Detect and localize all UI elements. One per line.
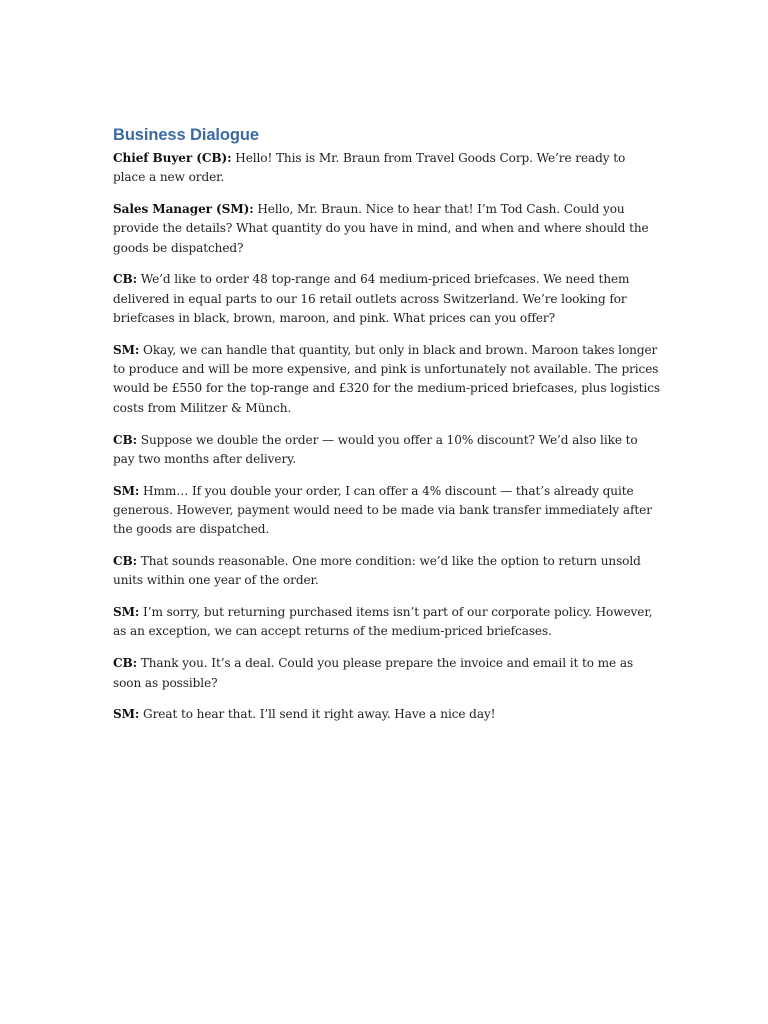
- speaker-label: CB:: [113, 554, 138, 569]
- dialogue-paragraph-cb-2: [113, 270, 661, 328]
- dialogue-text: Great to hear that. I’ll send it right away. Have a nice day!: [139, 707, 496, 722]
- dialogue-paragraph-sm-5: [113, 705, 661, 724]
- dialogue-text: Hello! This is Mr. Braun from Travel Goods Corp. We’re ready to place a new order.: [113, 151, 626, 185]
- dialogue-paragraph-cb-5: [113, 654, 661, 693]
- speaker-label: CB:: [113, 272, 138, 287]
- speaker-label: SM:: [113, 707, 140, 722]
- speaker-label: CB:: [113, 432, 138, 447]
- dialogue-text: Hello, Mr. Braun. Nice to hear that! I’m Tod Cash. Could you provide the details? What quantity do you have in mind, and when and where should the goods be dispatched?: [113, 202, 649, 255]
- document-body: [113, 124, 661, 737]
- speaker-label: SM:: [113, 605, 140, 620]
- speaker-label: Chief Buyer (CB):: [113, 151, 232, 165]
- dialogue-paragraph-cb-3: [113, 431, 661, 470]
- dialogue-paragraph-sm-4: [113, 603, 661, 642]
- dialogue-paragraph-cb-4: [113, 552, 661, 591]
- dialogue-text: That sounds reasonable. One more condition: we’d like the option to return unsold units within one year of the order.: [113, 554, 641, 588]
- dialogue-text: Thank you. It’s a deal. Could you please prepare the invoice and email it to me as soon as possible?: [113, 656, 634, 690]
- dialogue-text: I’m sorry, but returning purchased items isn’t part of our corporate policy. However, as an exception, we can accept returns of the medium-priced briefcases.: [113, 605, 653, 639]
- document-title: Business Dialogue: [113, 126, 259, 144]
- dialogue-text: We’d like to order 48 top-range and 64 medium-priced briefcases. We need them delivered in equal parts to our 16 retail outlets across Switzerland. We’re looking for briefcases in black, brown, maroon, and pink. What prices can you offer?: [113, 272, 630, 326]
- dialogue-paragraph-sm-1: [113, 200, 661, 258]
- dialogue-text: Hmm… If you double your order, I can offer a 4% discount — that’s already quite generous. However, payment would need to be made via bank transfer immediately after the goods are dispatched.: [113, 483, 652, 537]
- dialogue-text: Okay, we can handle that quantity, but only in black and brown. Maroon takes longer to produce and will be more expensive, and pink is unfortunately not available. The prices would be £550 for the top-range and £320 for the medium-priced briefcases, plus logistics costs from Militzer & Münch.: [113, 342, 660, 415]
- dialogue-text: Suppose we double the order — would you offer a 10% discount? We’d also like to pay two months after delivery.: [113, 432, 638, 466]
- dialogue-paragraph-sm-2: [113, 341, 661, 418]
- speaker-label: CB:: [113, 656, 138, 671]
- speaker-label: Sales Manager (SM):: [113, 202, 254, 217]
- dialogue-paragraph-cb-1: [113, 149, 661, 188]
- dialogue-paragraph-sm-3: [113, 482, 661, 540]
- speaker-label: SM:: [113, 342, 140, 357]
- speaker-label: SM:: [113, 483, 140, 498]
